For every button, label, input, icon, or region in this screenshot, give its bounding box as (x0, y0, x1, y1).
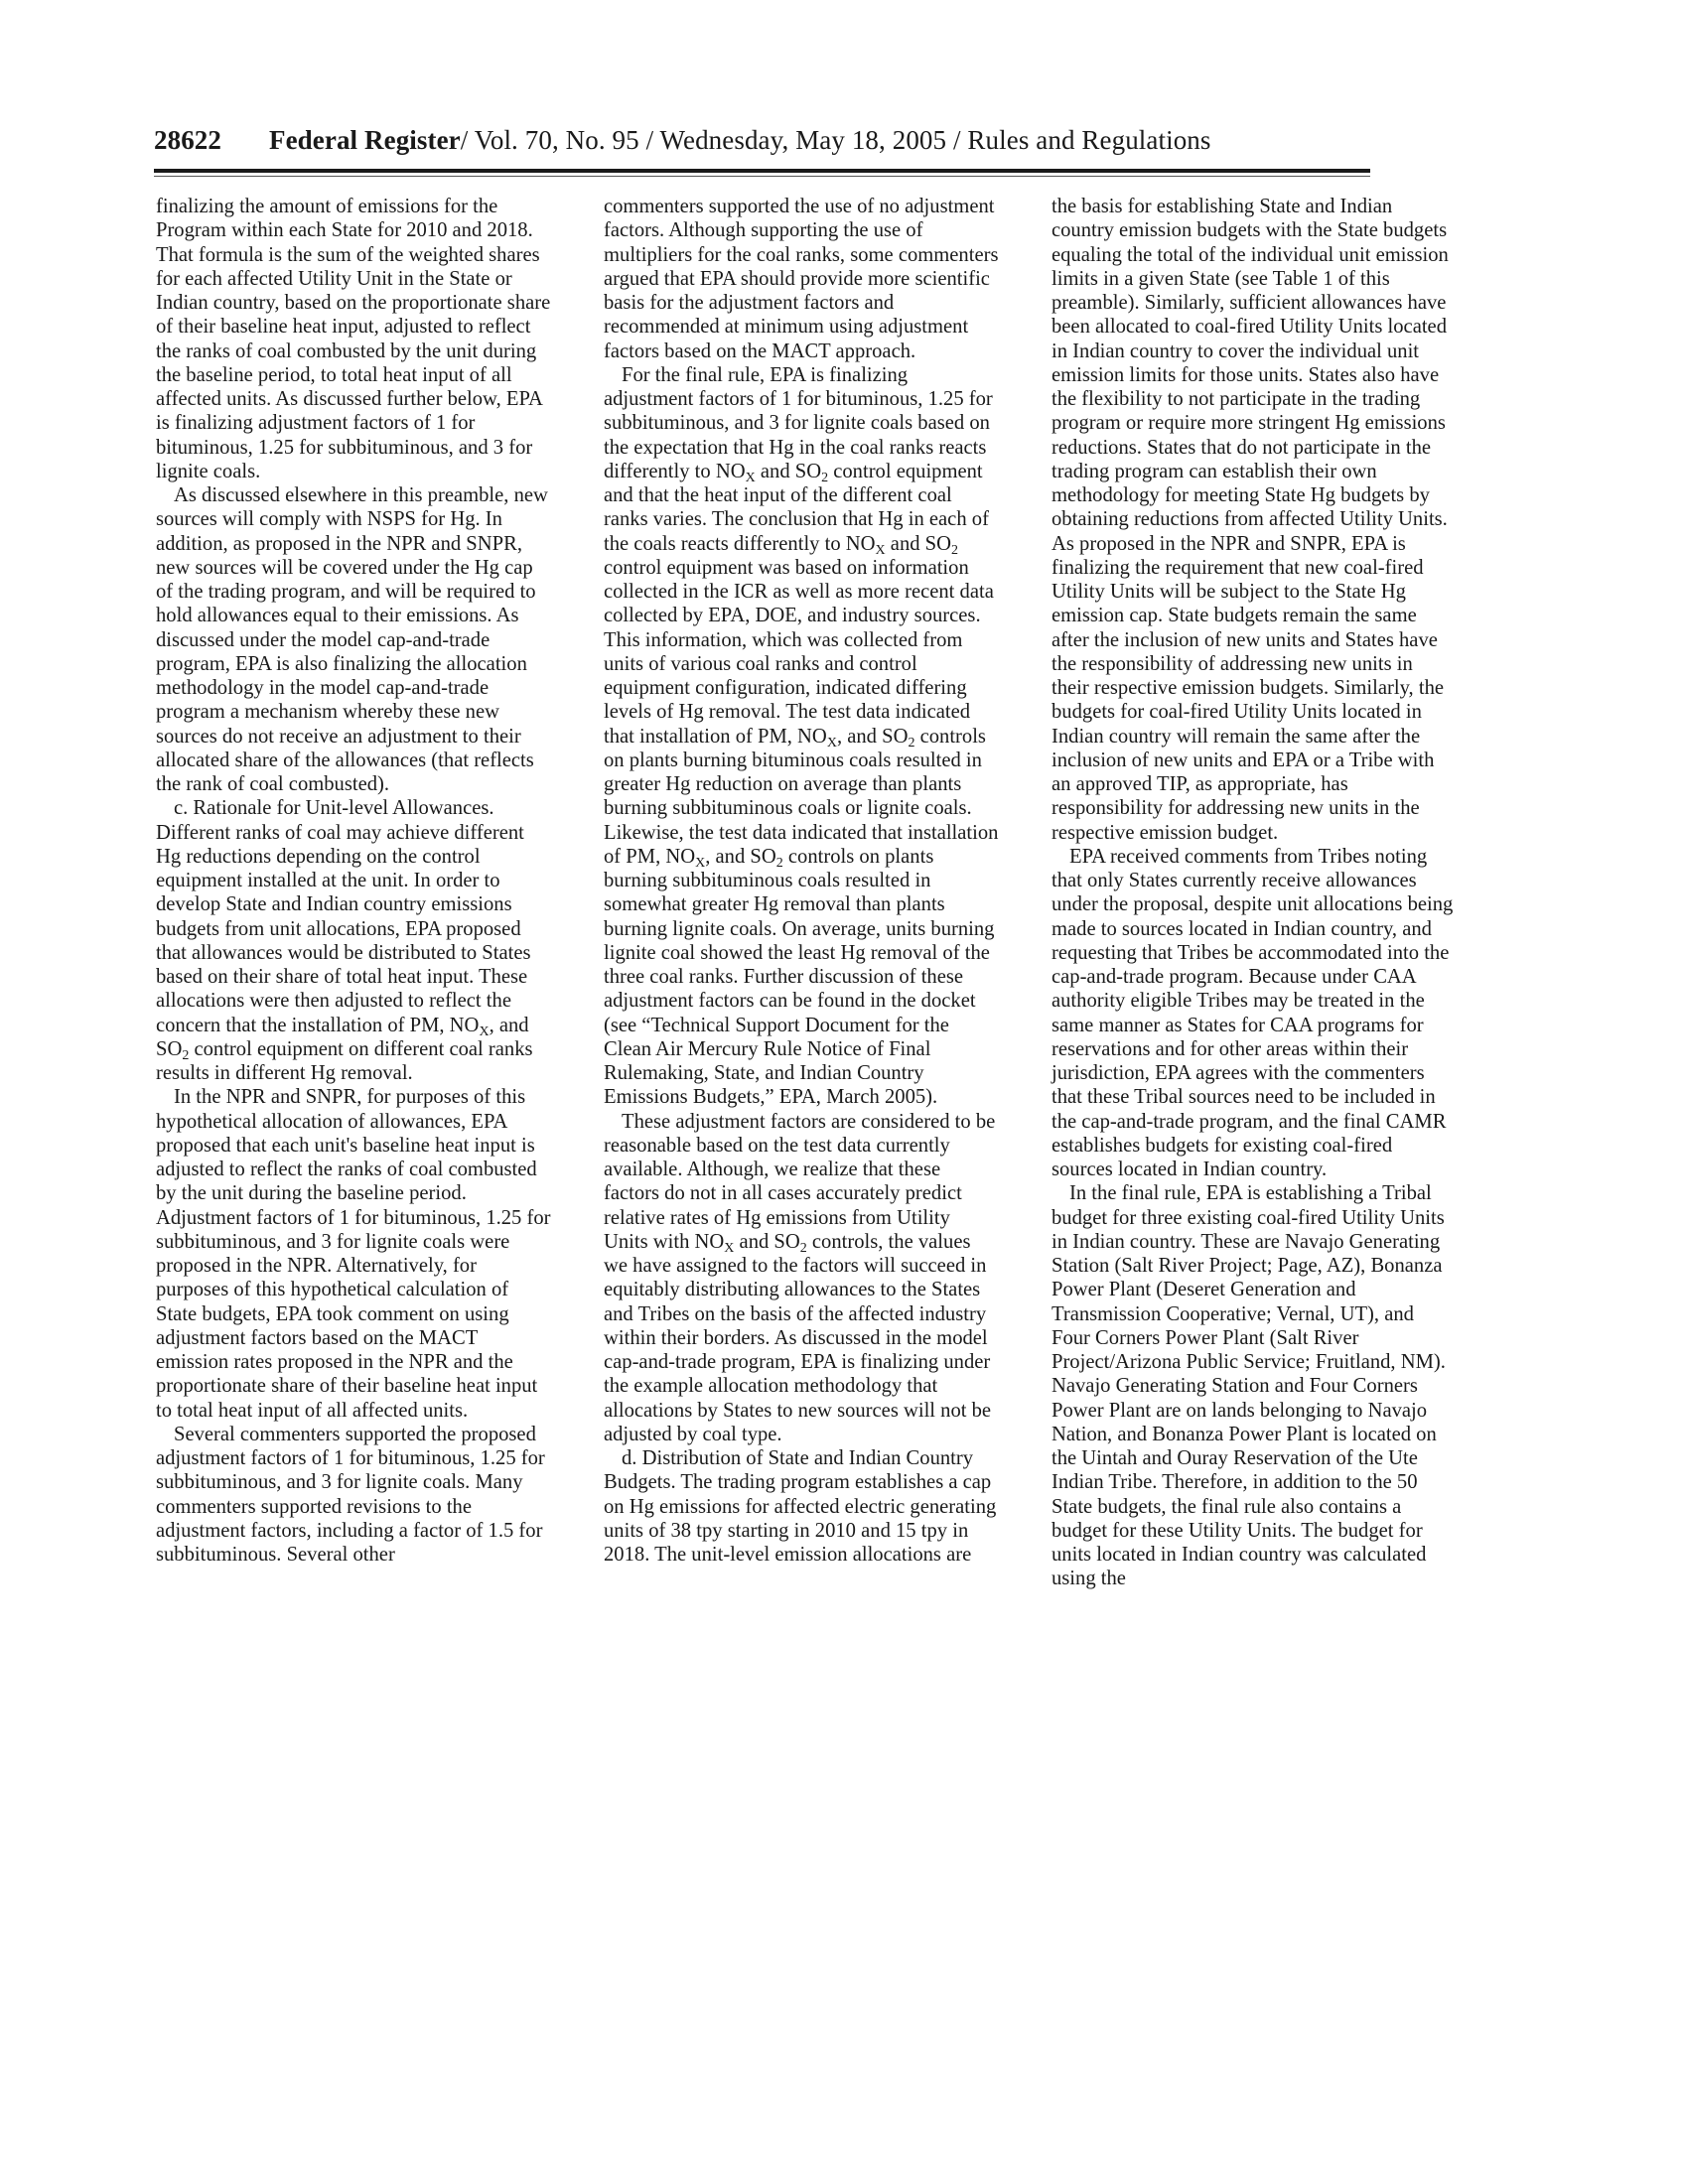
header-rule-thin (154, 176, 1370, 177)
paragraph: In the final rule, EPA is establishing a Tribal budget for three existing coal-fired Utility Units in Indian country. These are Navajo Generating Station (Salt River Project; Page, AZ), Bonanza Power Plant (Deseret Generation and Transmission Cooperative; Vernal, UT), and Four Corners Power Plant (Salt River Project/Arizona Public Service; Fruitland, NM). Navajo Generating Station and Four Corners Power Plant are on lands belonging to Navajo Nation, and Bonanza Power Plant is located on the Uintah and Ouray Reservation of the Ute Indian Tribe. Therefore, in addition to the 50 State budgets, the final rule also contains a budget for these Utility Units. The budget for units located in Indian country was calculated using the (1052, 1182, 1446, 1590)
page-number: 28622 (154, 125, 221, 155)
paragraph: In the NPR and SNPR, for purposes of this hypothetical allocation of allowances, EPA proposed that each unit's baseline heat input is adjusted to reflect the ranks of coal combusted by the unit during the baseline period. Adjustment factors of 1 for bituminous, 1.25 for subbituminous, and 3 for lignite coals were proposed in the NPR. Alternatively, for purposes of this hypothetical calculation of State budgets, EPA took comment on using adjustment factors based on the MACT emission rates proposed in the NPR and the proportionate share of their baseline heat input to total heat input of all affected units. (156, 1086, 551, 1422)
paragraph: c. Rationale for Unit-level Allowances. Different ranks of coal may achieve different Hg reductions depending on the control equipment installed at the unit. In order to develop State and Indian country emissions budgets from unit allocations, EPA proposed that allowances would be distributed to States based on their share of total heat input. These allocations were then adjusted to reflect the concern that the installation of PM, $NO_X$, and $SO_2$ control equipment on different coal ranks results in different Hg removal. (156, 797, 533, 1084)
paragraph: These adjustment factors are considered to be reasonable based on the test data currently available. Although, we realize that these factors do not in all cases accurately predict relative rates of Hg emissions from Utility Units with $NO_X$ and $SO_2$ controls, the values we have assigned to the factors will succeed in equitably distributing allowances to the States and Tribes on the basis of the affected industry within their borders. As discussed in the model cap-and-trade program, EPA is finalizing under the example allocation methodology that allocations by States to new sources will not be adjusted by coal type. (604, 1110, 996, 1445)
paragraph: commenters supported the use of no adjustment factors. Although supporting the use of multipliers for the coal ranks, some commenters argued that EPA should provide more scientific basis for the adjustment factors and recommended at minimum using adjustment factors based on the MACT approach. (604, 196, 999, 362)
text-column-1 (156, 195, 551, 1567)
paragraph: As discussed elsewhere in this preamble, new sources will comply with NSPS for Hg. In addition, as proposed in the NPR and SNPR, new sources will be covered under the Hg cap of the trading program, and will be required to hold allowances equal to their emissions. As discussed under the model cap-and-trade program, EPA is also finalizing the allocation methodology in the model cap-and-trade program a mechanism whereby these new sources do not receive an adjustment to their allocated share of the allowances (that reflects the rank of coal combusted). (156, 484, 548, 795)
paragraph: d. Distribution of State and Indian Country Budgets. The trading program establishes a cap on Hg emissions for affected electric generating units of 38 tpy starting in 2010 and 15 tpy in 2018. The unit-level emission allocations are (604, 1447, 997, 1566)
paragraph: EPA received comments from Tribes noting that only States currently receive allowances under the proposal, despite unit allocations being made to sources located in Indian country, and requesting that Tribes be accommodated into the cap-and-trade program. Because under CAA authority eligible Tribes may be treated in the same manner as States for CAA programs for reservations and for other areas within their jurisdiction, EPA agrees with the commenters that these Tribal sources need to be included in the cap-and-trade program, and the final CAMR establishes budgets for existing coal-fired sources located in Indian country. (1052, 845, 1454, 1180)
paragraph: finalizing the amount of emissions for the Program within each State for 2010 and 2018. That formula is the sum of the weighted shares for each affected Utility Unit in the State or Indian country, based on the proportionate share of their baseline heat input, adjusted to reflect the ranks of coal combusted by the unit during the baseline period, to total heat input of all affected units. As discussed further below, EPA is finalizing adjustment factors of 1 for bituminous, 1.25 for subbituminous, and 3 for lignite coals. (156, 196, 551, 482)
paragraph: For the final rule, EPA is finalizing adjustment factors of 1 for bituminous, 1.25 for subbituminous, and 3 for lignite coals based on the expectation that Hg in the coal ranks reacts differently to $NO_X$ and $SO_2$ control equipment and that the heat input of the different coal ranks varies. The conclusion that Hg in each of the coals reacts differently to $NO_X$ and $SO_2$ control equipment was based on information collected in the ICR as well as more recent data collected by EPA, DOE, and industry sources. This information, which was collected from units of various coal ranks and control equipment configuration, indicated differing levels of Hg removal. The test data indicated that installation of PM, $NO_X$, and $SO_2$ controls on plants burning bituminous coals resulted in greater Hg reduction on average than plants burning subbituminous coals or lignite coals. Likewise, the test data indicated that installation of PM, $NO_X$, and $SO_2$ controls on plants burning subbituminous coals resulted in somewhat greater Hg removal than plants burning lignite coals. On average, units burning lignite coal showed the least Hg removal of the three coal ranks. Further discussion of these adjustment factors can be found in the docket (see “Technical Support Document for the Clean Air Mercury Rule Notice of Final Rulemaking, State, and Indian Country Emissions Budgets,” EPA, March 2005). (604, 363, 999, 1109)
paragraph: the basis for establishing State and Indian country emission budgets with the State budgets equaling the total of the individual unit emission limits in a given State (see Table 1 of this preamble). Similarly, sufficient allowances have been allocated to coal-fired Utility Units located in Indian country to cover the individual unit emission limits for those units. States also have the flexibility to not participate in the trading program or require more stringent Hg emissions reductions. States that do not participate in the trading program can establish their own methodology for meeting State Hg budgets by obtaining reductions from affected Utility Units. As proposed in the NPR and SNPR, EPA is finalizing the requirement that new coal-fired Utility Units will be subject to the State Hg emission cap. State budgets remain the same after the inclusion of new units and States have the responsibility of addressing new units in their respective emission budgets. Similarly, the budgets for coal-fired Utility Units located in Indian country will remain the same after the inclusion of new units and EPA or a Tribe with an approved TIP, as appropriate, has responsibility for addressing new units in the respective emission budget. (1052, 196, 1449, 844)
header-rule (154, 169, 1370, 173)
paragraph: Several commenters supported the proposed adjustment factors of 1 for bituminous, 1.25 for subbituminous, and 3 for lignite coals. Many commenters supported revisions to the adjustment factors, including a factor of 1.5 for subbituminous. Several other (156, 1423, 545, 1566)
page-header (154, 125, 1370, 157)
text-column-2 (604, 195, 999, 1567)
issue-info: / Vol. 70, No. 95 / Wednesday, May 18, 2005 / Rules and Regulations (460, 125, 1211, 155)
publication-title: Federal Register (269, 125, 461, 155)
text-column-3 (1052, 195, 1454, 1591)
